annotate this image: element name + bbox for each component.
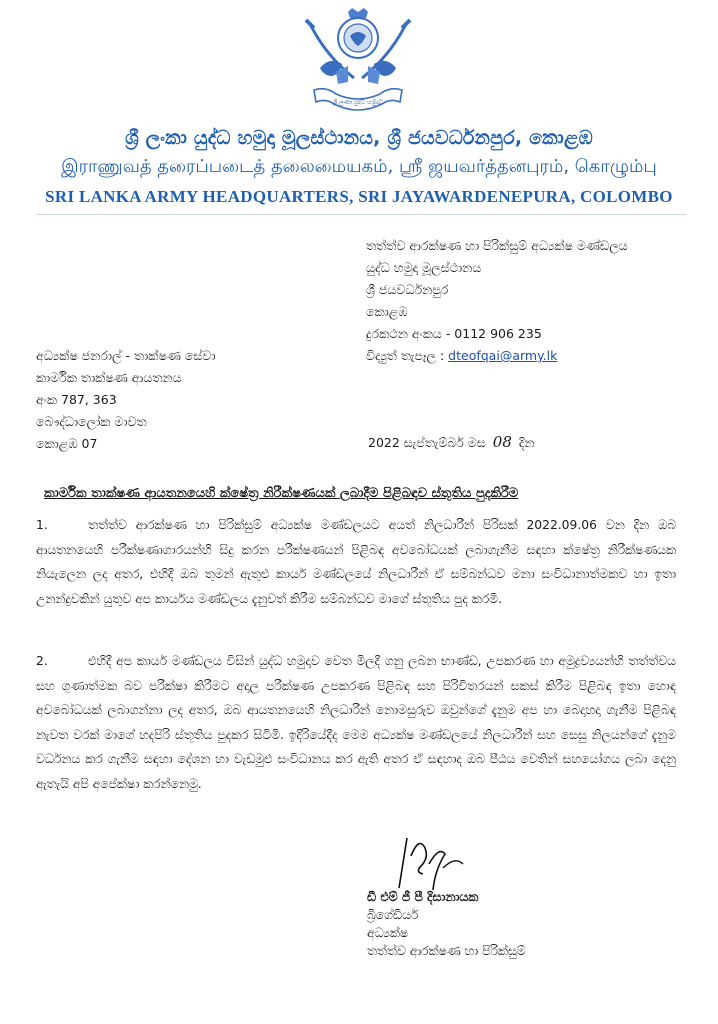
recipient-line: බෞද්ධාලෝක මාවත bbox=[36, 414, 147, 429]
paragraph-number: 1. bbox=[36, 518, 48, 532]
sender-email-row bbox=[366, 345, 628, 367]
paragraph-number: 2. bbox=[36, 654, 48, 668]
recipient-line: අධ්‍යක්ෂ ජනරාල් - තාක්ෂණ සේවා bbox=[36, 348, 216, 363]
letter-date bbox=[368, 433, 535, 451]
date-suffix: දින bbox=[518, 435, 535, 450]
crest-motto: ශ්‍රී ලංකා යුද්ධ හමුදාව bbox=[332, 99, 384, 106]
sender-phone: දුරකථන අංකය - 0112 906 235 bbox=[366, 326, 542, 341]
recipient-address bbox=[36, 345, 216, 455]
paragraph-text: තත්ත්ව ආරක්ෂණ හා පිරික්සුම් අධ්‍යක්ෂ මණ්ඩලයට අයත් නිලධාරීන් පිරිසක් 2022.09.06 වන දින ඔබ ආයතනයෙහි පරීක්ෂණාගාරයන්හි සිදු කරන පරීක්ෂණයන් පිළිබඳ අවබෝධයක් ලබාගැනීම සඳහා ක්ෂේත්‍ර නිරීක්ෂණයක නියැලෙන ලද අතර, එහිදී ඔබ තුමන් ඇතුළු කාර්ය මණ්ඩලයේ නිලධාරීන් ඒ සම්බන්ධව මනා සංවිධානාත්මකව හා ඉතා උනන්දුවකින් යුතුව අප කාර්යය මණ්ඩලය දැනුවත් කිරීම සම්බන්ධව මාගේ ස්තූතිය පුද කරමි. bbox=[36, 518, 676, 606]
letterhead-english: SRI LANKA ARMY HEADQUARTERS, SRI JAYAWARDENEPURA, COLOMBO bbox=[45, 187, 673, 206]
letterhead-sinhala: ශ්‍රී ලංකා යුද්ධ හමුදා මූලස්ථානය, ශ්‍රී ජයවර්ධනපුර, කොළඹ bbox=[125, 127, 593, 149]
sender-line: ශ්‍රී ජයවර්ධනපුර bbox=[366, 282, 449, 297]
date-day-handwritten: 08 bbox=[492, 433, 512, 451]
sender-email-link[interactable]: dteofqai@army.lk bbox=[448, 348, 558, 363]
body-paragraph bbox=[36, 649, 676, 796]
signatory-title: අධ්‍යක්ෂ bbox=[367, 926, 409, 940]
sender-line: කොළඹ bbox=[366, 304, 408, 319]
sender-email-label: විද්‍යුත් තැපෑල : bbox=[366, 348, 445, 363]
signatory-rank: බ්‍රිගේඩියර් bbox=[367, 908, 419, 922]
sender-line: තත්ත්ව ආරක්ෂණ හා පිරික්සුම් අධ්‍යක්ෂ මණ්ඩලය bbox=[366, 238, 628, 253]
signature-block bbox=[367, 888, 526, 960]
letter-subject: කාර්මික තාක්ෂණ ආයතනයෙහි ක්ෂේත්‍ර නිරීක්ෂණයක් ලබාදීම පිළිබඳව ස්තූතිය පුදකිරීම bbox=[44, 486, 519, 501]
recipient-line: අංක 787, 363 bbox=[36, 392, 117, 407]
paragraph-text: එහිදී අප කාර්ය මණ්ඩලය විසින් යුද්ධ හමුදාව වෙත මිලදී ගනු ලබන භාණ්ඩ, උපකරණ හා අමුද්‍රව්‍යයන්හි තත්ත්වය සහ ගුණාත්මක බව පරීක්ෂා කිරීමට අදාල පරීක්ෂණ උපකරණ පිළිබඳ සහ පිරිවිතරයන් සකස් කිරීම පිළිබඳ ඉතා හොඳ අවබෝධයක් ලබාගන්නා ලද අතර, ඔබ ආයතනයෙහි නිලධාරීන් නොමසුරුව ඔවුන්ගේ දැනුම අප හා බෙදාහදා ගැනීම පිළිබඳ නැවත වරක් මාගේ හදපිරි ස්තූතිය පුදකර සිටිමි. ඉදිරියේදීද මෙම අධ්‍යක්ෂ මණ්ඩලයේ නිලධාරීන් සහ සෙසු නිලයන්ගේ දැනුම වර්ධනය කර ගැනීම සඳහා දේශන හා වැඩමුළු සංවිධානය කර ඇති අතර ඒ සඳහාද ඔබ පීඨය වෙතින් සහයෝගය ලබා දෙනු ඇතැයි අපි අපේක්ෂා කරන්නෙමු. bbox=[36, 654, 676, 791]
letterhead-divider bbox=[36, 214, 686, 215]
signatory-name: ඩී එම් ජී පී දිසානායක bbox=[367, 890, 479, 904]
sender-line: යුද්ධ හමුදා මූලස්ථානය bbox=[366, 260, 482, 275]
signatory-department: තත්ත්ව ආරක්ෂණ හා පිරික්සුම් bbox=[367, 944, 526, 958]
letterhead-tamil: இராணுவத் தரைப்படைத் தலைமையகம், ஸ்ரீ ஜயவர்த்தனபுரம், கொழும்பு bbox=[61, 156, 657, 177]
sri-lanka-army-crest-icon bbox=[296, 6, 420, 118]
recipient-line: කාර්මික තාක්ෂණ ආයතනය bbox=[36, 370, 182, 385]
date-prefix: 2022 සැප්තැම්බර් මස bbox=[368, 435, 486, 450]
body-paragraph bbox=[36, 513, 676, 611]
handwritten-signature-icon bbox=[385, 818, 475, 898]
recipient-line: කොළඹ 07 bbox=[36, 436, 98, 451]
sender-address bbox=[366, 235, 628, 367]
